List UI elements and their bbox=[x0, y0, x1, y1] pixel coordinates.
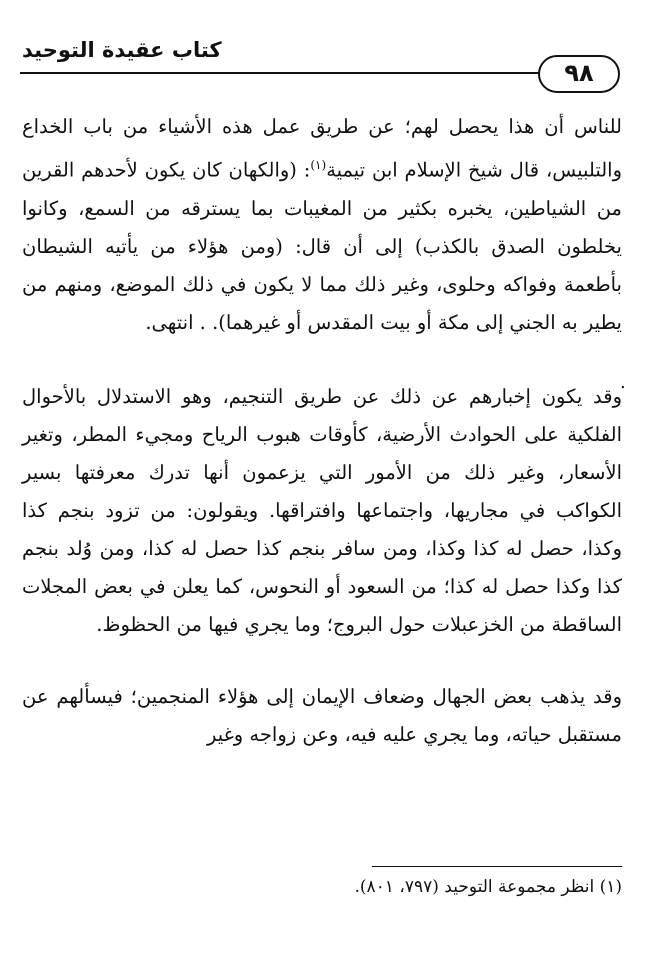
page-header bbox=[0, 0, 653, 110]
paragraph-1-text-after: : (والكهان كان يكون لأحدهم القرين من الشياطين، يخبره بكثير من المغيبات بما يسترقه من السمع، وكانوا يخلطون الصدق بالكذب) إلى أن قال: (ومن هؤلاء من يأتيه الشيطان بأطعمة وفواكه وحلوى، وغير ذلك مما لا يكون في ذلك الموضع، ومنهم من يطير به الجني إلى مكة أو بيت المقدس أو غيرهما). . انتهى. bbox=[22, 158, 622, 334]
page-number: ٩٨ bbox=[538, 55, 620, 93]
footnote: (١) انظر مجموعة التوحيد (٧٩٧، ٨٠١). bbox=[354, 877, 622, 897]
footnote-rule bbox=[372, 866, 622, 867]
footnote-reference[interactable]: (١) bbox=[310, 158, 327, 172]
book-title: كتاب عقيدة التوحيد bbox=[22, 38, 222, 62]
paragraph-1 bbox=[22, 108, 622, 342]
paragraph-1-text-before: للناس أن هذا يحصل لهم؛ عن طريق عمل هذه الأشياء من باب الخداع والتلبيس، قال شيخ الإسلام ابن تيمية bbox=[22, 115, 622, 182]
header-rule bbox=[20, 72, 540, 74]
margin-dot: . bbox=[620, 372, 626, 393]
paragraph-3: وقد يذهب بعض الجهال وضعاف الإيمان إلى هؤلاء المنجمين؛ فيسألهم عن مستقبل حياته، وما يجري عليه فيه، وعن زواجه وغير bbox=[22, 684, 622, 746]
paragraph-2: وقد يكون إخبارهم عن ذلك عن طريق التنجيم، وهو الاستدلال بالأحوال الفلكية على الحوادث الأرضية، كأوقات هبوب الرياح ومجيء المطر، وتغير الأسعار، وغير ذلك من الأمور التي يزعمون أنها تدرك معرفتها بسير الكواكب في مجاريها، واجتماعها وافتراقها. ويقولون: من تزود بنجم كذا وكذا، حصل له كذا وكذا، ومن سافر بنجم كذا حصل له كذا، ومن وُلد بنجم كذا وكذا حصل له كذا؛ من السعود أو النحوس، كما يعلن في بعض المجلات الساقطة من الخزعبلات حول البروج؛ وما يجري فيها من الحظوظ. bbox=[22, 384, 622, 636]
page-body bbox=[22, 108, 622, 754]
